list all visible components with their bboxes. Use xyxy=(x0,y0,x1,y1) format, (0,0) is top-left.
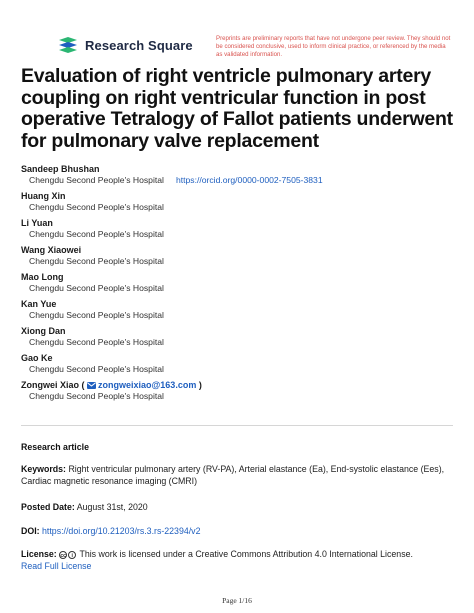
research-square-logo[interactable] xyxy=(57,37,193,53)
author-name: Mao Long xyxy=(21,272,64,282)
author-affiliation: Chengdu Second People's Hospital xyxy=(29,391,164,401)
author-name: Huang Xin xyxy=(21,191,66,201)
license-block xyxy=(21,548,461,572)
author-affiliation: Chengdu Second People's Hospital xyxy=(29,310,164,320)
creative-commons-icon: cc xyxy=(60,553,66,559)
doi-label: DOI: xyxy=(21,526,40,536)
author-entry xyxy=(21,353,461,375)
email-text: zongweixiao@163.com xyxy=(98,380,197,390)
page-number: Page 1/16 xyxy=(222,596,252,605)
doi-block xyxy=(21,525,461,537)
article-type-text: Research article xyxy=(21,442,89,452)
author-affiliation: Chengdu Second People's Hospital xyxy=(29,337,164,347)
author-name: Wang Xiaowei xyxy=(21,245,82,255)
author-name: Li Yuan xyxy=(21,218,53,228)
corresponding-author-name: Zongwei Xiao ( zongweixiao@163.com ) xyxy=(21,380,202,390)
author-entry xyxy=(21,245,461,267)
author-name: Sandeep Bhushan xyxy=(21,164,100,174)
affiliation-text: Chengdu Second People's Hospital xyxy=(29,175,164,185)
author-list xyxy=(21,164,461,407)
research-square-logo-icon xyxy=(57,37,79,53)
author-name: Xiong Dan xyxy=(21,326,66,336)
posted-date-value: August 31st, 2020 xyxy=(76,502,148,512)
author-name-text: Zongwei Xiao xyxy=(21,380,80,390)
brand-name: Research Square xyxy=(85,37,193,53)
posted-date-label: Posted Date: xyxy=(21,502,75,512)
read-full-license-link[interactable]: Read Full License xyxy=(21,561,92,571)
license-label: License: xyxy=(21,549,57,559)
author-entry xyxy=(21,164,461,186)
author-affiliation: Chengdu Second People's Hospital xyxy=(29,256,164,266)
author-affiliation: Chengdu Second People's Hospital xyxy=(29,229,164,239)
author-entry xyxy=(21,191,461,213)
attribution-icon: i xyxy=(68,551,76,559)
doi-link[interactable]: https://doi.org/10.21203/rs.3.rs-22394/v2 xyxy=(42,526,201,536)
author-entry xyxy=(21,272,461,294)
author-entry xyxy=(21,326,461,348)
author-entry xyxy=(21,299,461,321)
author-email-link[interactable] xyxy=(87,380,196,390)
keywords-text: Right ventricular pulmonary artery (RV-PA), Arterial elastance (Ea), End-systolic elastance (Ees), Cardiac magnetic resonance imaging (CMRI) xyxy=(21,464,445,486)
author-name: Gao Ke xyxy=(21,353,53,363)
orcid-link[interactable]: https://orcid.org/0000-0002-7505-3831 xyxy=(175,175,323,185)
posted-date-block xyxy=(21,501,461,513)
keywords-label: Keywords: xyxy=(21,464,66,474)
keywords-block xyxy=(21,463,461,487)
article-type xyxy=(21,441,461,453)
author-entry xyxy=(21,380,461,402)
author-affiliation: Chengdu Second People's Hospital xyxy=(29,202,164,212)
envelope-icon xyxy=(87,382,96,389)
paper-title: Evaluation of right ventricle pulmonary artery coupling on right ventricular function in post operative Tetralogy of Fallot patients underwent for pulmonary valve replacement xyxy=(21,65,453,152)
author-entry xyxy=(21,218,461,240)
section-divider xyxy=(21,425,453,426)
author-affiliation: Chengdu Second People's Hospital xyxy=(29,364,164,374)
author-affiliation: Chengdu Second People's Hospital xyxy=(29,283,164,293)
author-name: Kan Yue xyxy=(21,299,57,309)
author-affiliation xyxy=(21,175,461,186)
license-text: This work is licensed under a Creative Commons Attribution 4.0 International License. xyxy=(79,549,413,559)
preprint-disclaimer: Preprints are preliminary reports that have not undergone peer review. They should not be considered conclusive, used to inform clinical practice, or referenced by the media as validated information. xyxy=(216,35,451,58)
